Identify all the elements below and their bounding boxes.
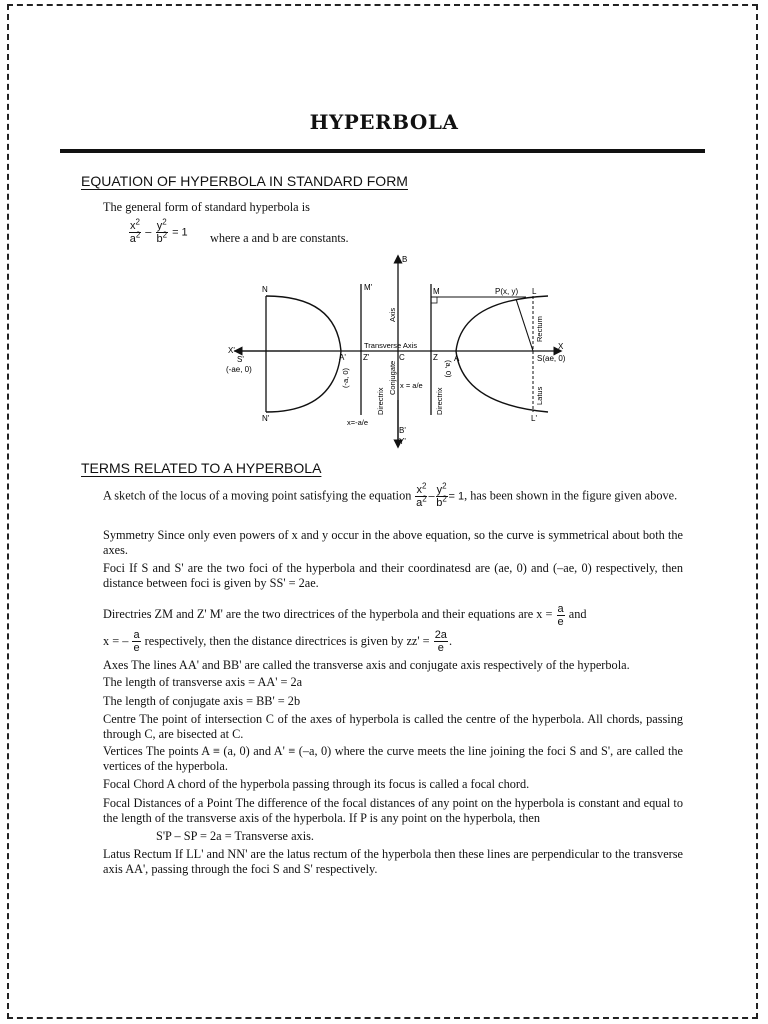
symmetry-paragraph: Symmetry Since only even powers of x and y occur in the above equation, so the curve is symmetrical about both the axes. (103, 528, 683, 557)
svg-text:L': L' (531, 414, 537, 423)
svg-text:Rectum: Rectum (535, 316, 544, 342)
svg-text:B: B (402, 255, 408, 264)
axes-paragraph: Axes The lines AA' and BB' are called the transverse axis and conjugate axis respectively of the hyperbola. (103, 658, 630, 672)
svg-text:A': A' (339, 353, 346, 362)
svg-text:Conjugate: Conjugate (388, 360, 397, 395)
svg-text:Z': Z' (363, 353, 370, 362)
svg-text:M: M (433, 287, 440, 296)
page-title: HYPERBOLA (309, 110, 459, 134)
svg-text:S(ae, 0): S(ae, 0) (537, 354, 566, 363)
centre-paragraph: Centre The point of intersection C of the axes of hyperbola is called the centre of the hyperbola. All chords, passing through C, are bisected at C. (103, 712, 683, 741)
svg-text:(-a, 0): (-a, 0) (341, 367, 350, 388)
svg-text:Directrix: Directrix (376, 387, 385, 415)
foci-paragraph: Foci If S and S' are the two foci of the hyperbola and their coordinatesd are (ae, 0) and (–ae, 0) respectively, then distance between foci is given by SS' = 2ae. (103, 561, 683, 590)
svg-text:A: A (454, 354, 460, 363)
svg-text:P(x, y): P(x, y) (495, 287, 519, 296)
hyperbola-figure (220, 250, 580, 455)
vertices-paragraph: Vertices The points A ≡ (a, 0) and A' ≡ (–a, 0) where the curve meets the line joining the foci S and S', are called the vertices of the hyperbola. (103, 744, 683, 773)
svg-text:X: X (558, 342, 564, 351)
focal-chord-paragraph: Focal Chord A chord of the hyperbola passing through its focus is called a focal chord. (103, 777, 530, 791)
section-heading-terms: TERMS RELATED TO A HYPERBOLA (81, 460, 322, 476)
section-heading-equation: EQUATION OF HYPERBOLA IN STANDARD FORM (81, 173, 408, 189)
svg-text:N': N' (262, 414, 270, 423)
svg-text:S': S' (237, 355, 244, 364)
svg-text:Directrix: Directrix (435, 387, 444, 415)
latus-rectum-paragraph: Latus Rectum If LL' and NN' are the latus rectum of the hyperbola then these lines are perpendicular to the transverse axis AA', passing through the foci S and S' respectively. (103, 847, 683, 876)
svg-text:x=-a/e: x=-a/e (347, 418, 369, 427)
conjugate-length: The length of conjugate axis = BB' = 2b (103, 694, 301, 708)
svg-text:Axis: Axis (388, 307, 397, 322)
focal-distance-paragraph: Focal Distances of a Point The difference of the focal distances of any point on the hyperbola is constant and equal to the length of the transverse axis of the hyperbola. If P is any point on the hyperbola, then (103, 796, 683, 825)
svg-text:M': M' (364, 283, 373, 292)
equation-note: where a and b are constants. (210, 231, 349, 245)
svg-text:L: L (532, 287, 537, 296)
svg-text:B': B' (399, 426, 406, 435)
svg-text:Z: Z (433, 353, 438, 362)
directrices-paragraph: Directries ZM and Z' M' are the two directrices of the hyperbola and their equations are x = $\frac{a}{e}$ and x = – $\frac{a}{e}$ respectively, then the distance directrices is given by zz' = $\frac{2a}{e}$ . (103, 602, 587, 655)
sketch-paragraph: A sketch of the locus of a moving point satisfying the equation $\frac{x^2}{a^2}$ – $\frac{y^2}{b^2}$ = 1, has been shown in the figure given above. (103, 481, 678, 509)
svg-text:N: N (262, 285, 268, 294)
svg-text:Transverse Axis: Transverse Axis (364, 341, 418, 350)
ps-line (516, 299, 533, 351)
transverse-length: The length of transverse axis = AA' = 2a (103, 675, 303, 689)
svg-text:Latus: Latus (535, 386, 544, 405)
svg-text:C: C (399, 353, 405, 362)
standard-equation: $\frac{x^2}{a^2}$ – $\frac{y^2}{b^2}$ = 1 (129, 217, 188, 245)
general-form-text: The general form of standard hyperbola is (103, 200, 310, 214)
focal-distance-equation: S'P – SP = 2a = Transverse axis. (156, 829, 314, 843)
svg-text:(a, 0): (a, 0) (444, 360, 453, 378)
svg-text:Y': Y' (399, 437, 406, 446)
title-rule (60, 149, 705, 153)
svg-text:X': X' (228, 346, 235, 355)
svg-text:(-ae, 0): (-ae, 0) (226, 365, 252, 374)
left-branch (266, 296, 341, 412)
svg-text:x = a/e: x = a/e (400, 381, 423, 390)
